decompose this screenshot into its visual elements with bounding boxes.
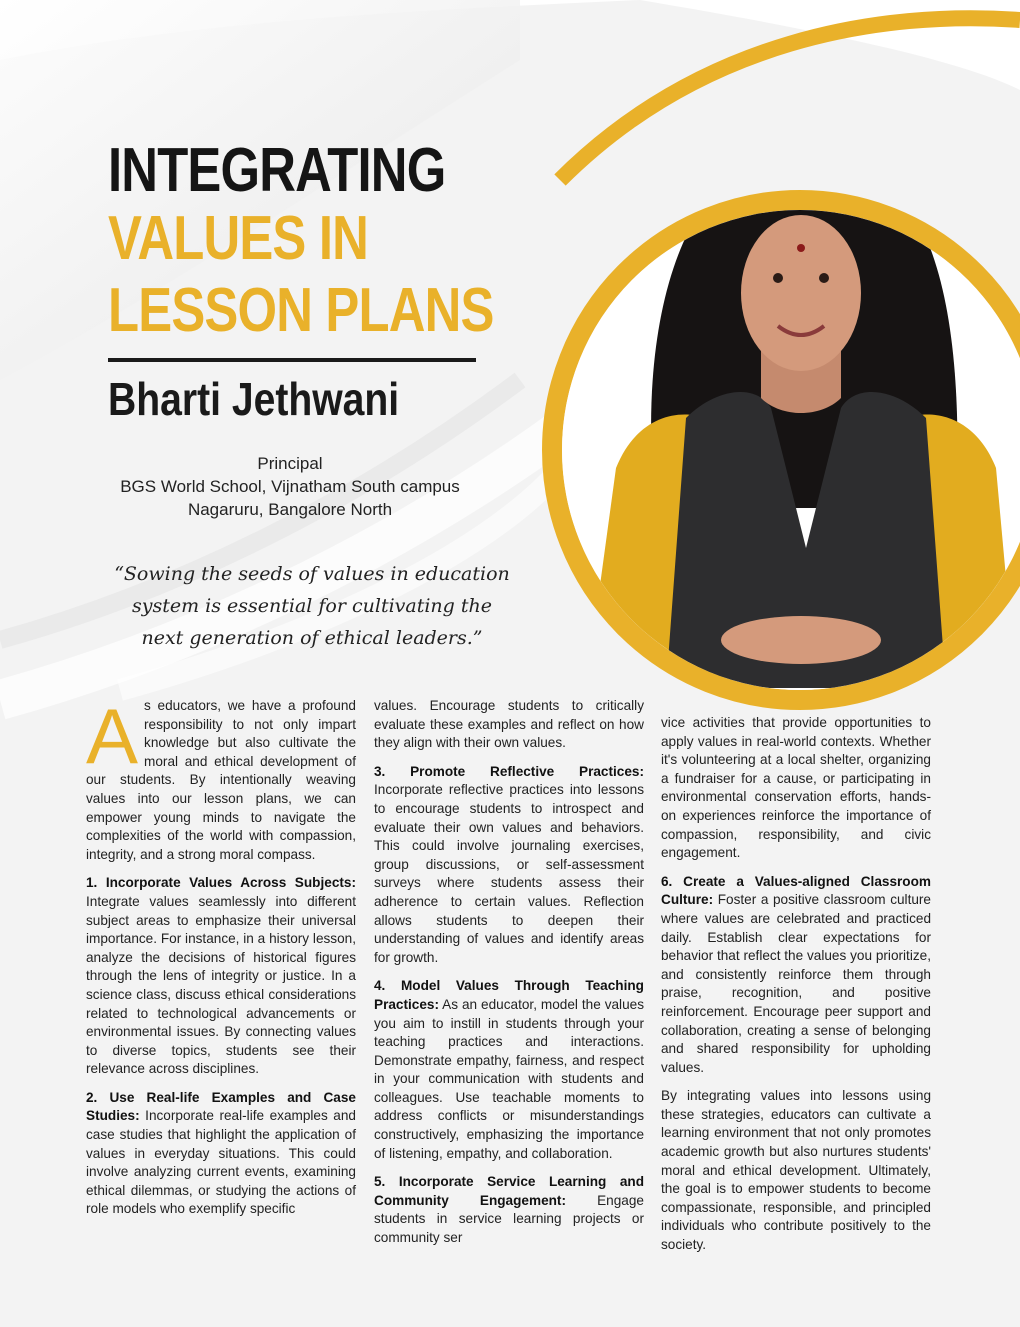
section-5-text: Engage students in service learning projects or community ser [374,1192,644,1246]
section-1 [86,874,356,1079]
section-1-text: Integrate values seamlessly into different subject areas to emphasize their universal importance. For instance, in a history lesson, analyze the decisions of historical figures through the lens of integrity or justice. In a science class, discuss ethical considerations related to technological advancements or environmental issues. By connecting values to diverse topics, students see their relevance across disciplines. [86,893,356,1077]
author-name: Bharti Jethwani [108,373,400,425]
section-1-heading: 1. Incorporate Values Across Subjects: [86,875,356,891]
author-location: Nagaruru, Bangalore North [187,500,393,519]
section-2-heading: 2. Use Real-life Examples and Case Studies: [86,1089,356,1124]
section-2 [86,1089,356,1219]
drop-cap: A [86,692,139,780]
section-6-text: Foster a positive classroom culture where values are celebrated and practiced daily. Establish clear expectations for behavior that reflect the values you prioritize, and consistently reinforce them through praise, recognition, and positive reinforcement. Encourage peer support and collaboration, creating a sense of belonging and shared responsibility for upholding values. [661,892,931,1075]
author-role: Principal [257,454,323,473]
body-column-2 [374,697,644,1258]
headline-line-2: VALUES IN [108,204,369,273]
conclusion-paragraph: By integrating values into lessons using these strategies, educators can cultivate a learning environment that not only promotes academic growth but also nurtures students' moral and ethical development. Ultimately, the goal is to empower students to become compassionate, responsible, and principled individuals who contribute positively to the society. [661,1088,931,1253]
section-2-continued: values. Encourage students to critically evaluate these examples and reflect on how they align with their own values. [374,698,644,751]
section-4-heading: 4. Model Values Through Teaching Practices: [374,978,644,1012]
author-affiliation [60,452,520,521]
title-divider [108,358,476,362]
section-5 [374,1173,644,1247]
section-4 [374,977,644,1163]
section-6 [661,873,931,1078]
body-column-1 [86,692,356,1229]
section-3-heading: 3. Promote Reflective Practices: [374,763,644,779]
section-2-text: Incorporate real-life examples and case studies that highlight the application of values in everyday situations. This could involve analyzing current events, examining ethical dilemmas, or studying the actions of role models who exemplify specific [86,1108,356,1217]
section-3 [374,763,644,968]
body-column-3 [661,714,931,1265]
intro-paragraph [86,692,356,864]
section-4-text: As an educator, model the values you aim to instill in students through your teaching practices and interactions. Demonstrate empathy, fairness, and respect in your communication with students and colleagues. Use teachable moments to address conflicts or misunderstandings constructively, emphasizing the importance of listening, empathy, and collaboration. [374,996,644,1161]
section-6-heading: 6. Create a Values-aligned Classroom Culture: [661,873,931,908]
section-3-text: Incorporate reflective practices into lessons to encourage students to introspect and evaluate their own values and behaviors. This could involve journaling exercises, group discussions, or self-assessment surveys where students assess their adherence to certain values. Reflection allows students to deepen their understanding of values and identify areas for growth. [374,782,644,965]
pull-quote: “Sowing the seeds of values in education system is essential for cultivating the next generation of ethical leaders.” [114,563,510,649]
headline-line-1: INTEGRATING [108,136,446,205]
author-school: BGS World School, Vijnatham South campus [120,477,460,496]
section-5-continued: vice activities that provide opportunities to apply values in real-world contexts. Whether it's volunteering at a local shelter, organizing a fundraiser for a cause, or participating in environmental conservation efforts, hands-on experiences reinforce the importance of compassion, responsibility, and civic engagement. [661,715,931,861]
section-5-heading: 5. Incorporate Service Learning and Community Engagement: [374,1174,644,1208]
headline-line-3: LESSON PLANS [108,276,494,345]
intro-text: s educators, we have a profound responsibility to not only impart knowledge but also cultivate the moral and ethical development of our students. By intentionally weaving values into our lesson plans, we can empower young minds to navigate the complexities of the world with compassion, integrity, and a strong moral compass. [86,698,356,862]
author-portrait [556,88,1020,694]
